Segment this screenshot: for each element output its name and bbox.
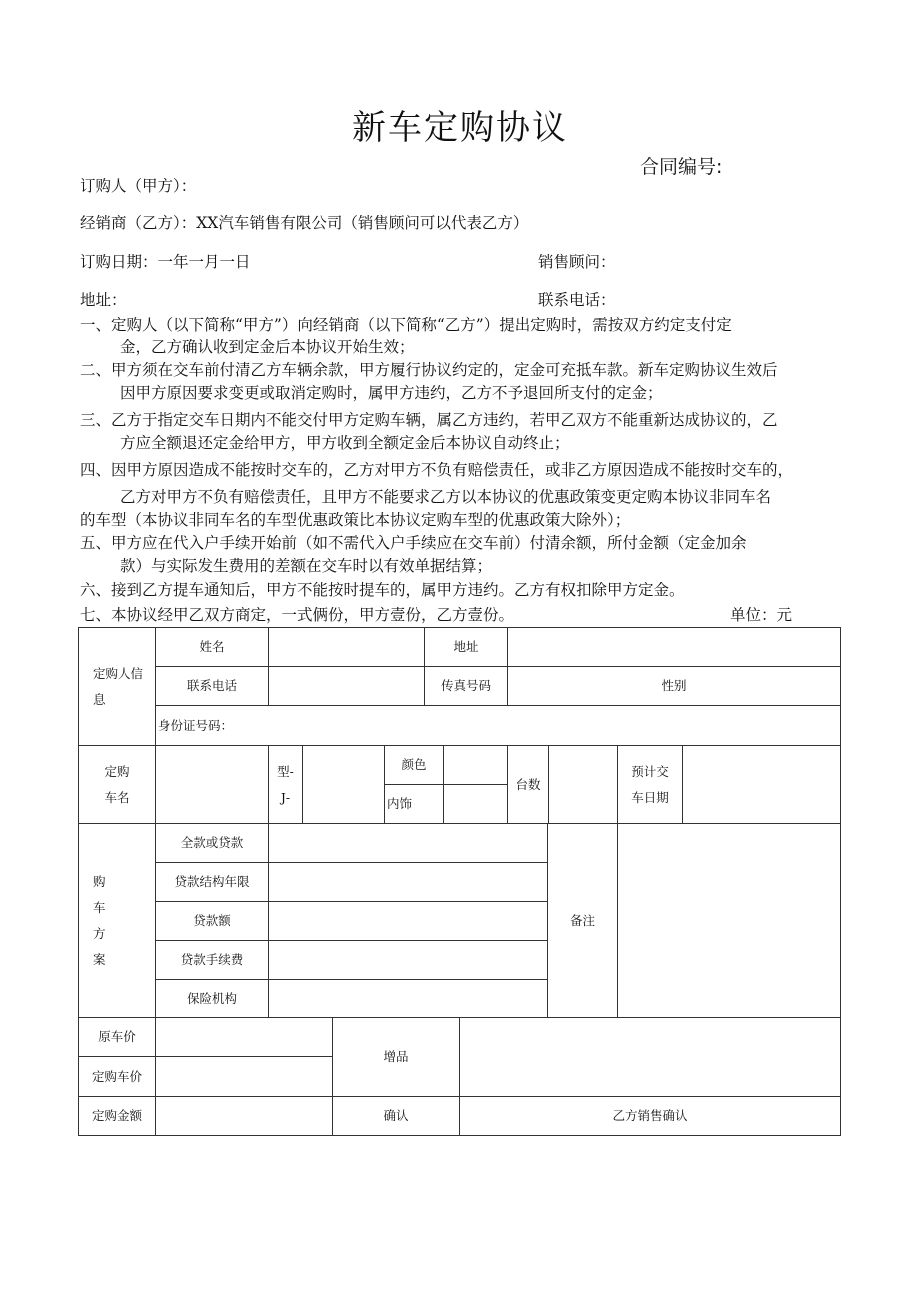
clause-line: 因甲方原因要求变更或取消定购时，属甲方违约，乙方不予退回所支付的定金；: [120, 384, 663, 402]
remark-label: 备注: [547, 823, 618, 1018]
clause-line: 乙方对甲方不负有赔偿责任，且甲方不能要求乙方以本协议的优惠政策变更定购本协议非同车名: [120, 488, 772, 506]
gifts-field[interactable]: [459, 1017, 841, 1097]
model-label: 型-J-: [268, 745, 303, 824]
delivery-date-field[interactable]: [682, 745, 841, 824]
color-label: 颜色: [384, 745, 444, 785]
clause-line: 五、甲方应在代入户手续开始前（如不需代入户手续应在交车前）付清余额，所付金额（定金加余: [80, 534, 747, 552]
color-field[interactable]: [443, 745, 508, 785]
order-price-label: 定购车价: [78, 1056, 156, 1097]
insurer-field[interactable]: [268, 979, 548, 1018]
quantity-field[interactable]: [548, 745, 618, 824]
clause-line: 七、本协议经甲乙双方商定，一式俩份，甲方壹份，乙方壹份。: [80, 606, 515, 624]
clause-line: 一、定购人（以下简称“甲方”）向经销商（以下简称“乙方”）提出定购时，需按双方约定支付定: [80, 316, 732, 334]
interior-field[interactable]: [443, 784, 508, 824]
model-field[interactable]: [302, 745, 385, 824]
loan-amount-label: 贷款额: [155, 901, 269, 941]
clause-line: 的车型（本协议非同车名的车型优惠政策比本协议定购车型的优惠政策大除外）；: [80, 511, 631, 529]
loan-fee-label: 贷款手续费: [155, 940, 269, 980]
delivery-date-label: 预计交车日期: [617, 745, 683, 824]
clause-line: 金，乙方确认收到定金后本协议开始生效；: [120, 338, 415, 356]
gifts-label: 增品: [332, 1017, 460, 1097]
buyer-info-header: 定购人信息: [78, 627, 156, 746]
order-date: 订购日期：一年一月一日: [80, 253, 251, 271]
loan-term-label: 贷款结构年限: [155, 862, 269, 902]
sales-advisor-label: 销售顾问：: [538, 253, 616, 271]
loan-amount-field[interactable]: [268, 901, 548, 941]
name-field[interactable]: [268, 627, 425, 667]
contact-phone-field[interactable]: [268, 666, 425, 706]
clause-line: 二、甲方须在交车前付清乙方车辆余款，甲方履行协议约定的，定金可充抵车款。新车定购协议生效后: [80, 361, 778, 379]
original-price-label: 原车价: [78, 1017, 156, 1057]
clause-line: 方应全额退还定金给甲方，甲方收到全额定金后本协议自动终止；: [120, 434, 570, 452]
phone-label: 联系电话：: [538, 291, 616, 309]
contact-phone-label: 联系电话: [155, 666, 269, 706]
loan-fee-field[interactable]: [268, 940, 548, 980]
address-label: 地址：: [80, 291, 127, 309]
buyer-label: 订购人（甲方）：: [80, 177, 197, 195]
car-name-label: 定购车名: [78, 745, 156, 824]
confirm-label: 确认: [332, 1096, 460, 1136]
unit-label: 单位：元: [730, 606, 793, 624]
contract-number-label: 合同编号:: [640, 156, 723, 178]
gender-label: 性别: [507, 666, 841, 706]
insurer-label: 保险机构: [155, 979, 269, 1018]
car-name-field[interactable]: [155, 745, 269, 824]
clause-line: 六、接到乙方提车通知后，甲方不能按时提车的，属甲方违约。乙方有权扣除甲方定金。: [80, 581, 685, 599]
seller-confirm-label: 乙方销售确认: [459, 1096, 841, 1136]
full-or-loan-field[interactable]: [268, 823, 548, 863]
clause-line: 四、因甲方原因造成不能按时交车的，乙方对甲方不负有赔偿责任，或非乙方原因造成不能按时交车的，: [80, 461, 794, 479]
deposit-field[interactable]: [155, 1096, 333, 1136]
deposit-label: 定购金额: [78, 1096, 156, 1136]
clause-line: 款）与实际发生费用的差额在交车时以有效单据结算；: [120, 557, 493, 575]
address-field[interactable]: [507, 627, 841, 667]
order-price-field[interactable]: [155, 1056, 333, 1097]
dealer-line: 经销商（乙方）：XX汽车销售有限公司（销售顾问可以代表乙方）: [80, 214, 529, 232]
interior-label: 内饰: [384, 784, 444, 824]
quantity-label: 台数: [507, 745, 549, 824]
original-price-field[interactable]: [155, 1017, 333, 1057]
loan-term-field[interactable]: [268, 862, 548, 902]
purchase-plan-label: 购车方案: [78, 823, 156, 1018]
name-label: 姓名: [155, 627, 269, 667]
id-number-label: 身份证号码：: [155, 705, 841, 746]
remark-field[interactable]: [617, 823, 841, 1018]
fax-label: 传真号码: [424, 666, 508, 706]
address-label: 地址: [424, 627, 508, 667]
clause-line: 三、乙方于指定交车日期内不能交付甲方定购车辆，属乙方违约，若甲乙双方不能重新达成协议的，乙: [80, 411, 778, 429]
page-title: 新车定购协议: [352, 108, 568, 148]
full-or-loan-label: 全款或贷款: [155, 823, 269, 863]
